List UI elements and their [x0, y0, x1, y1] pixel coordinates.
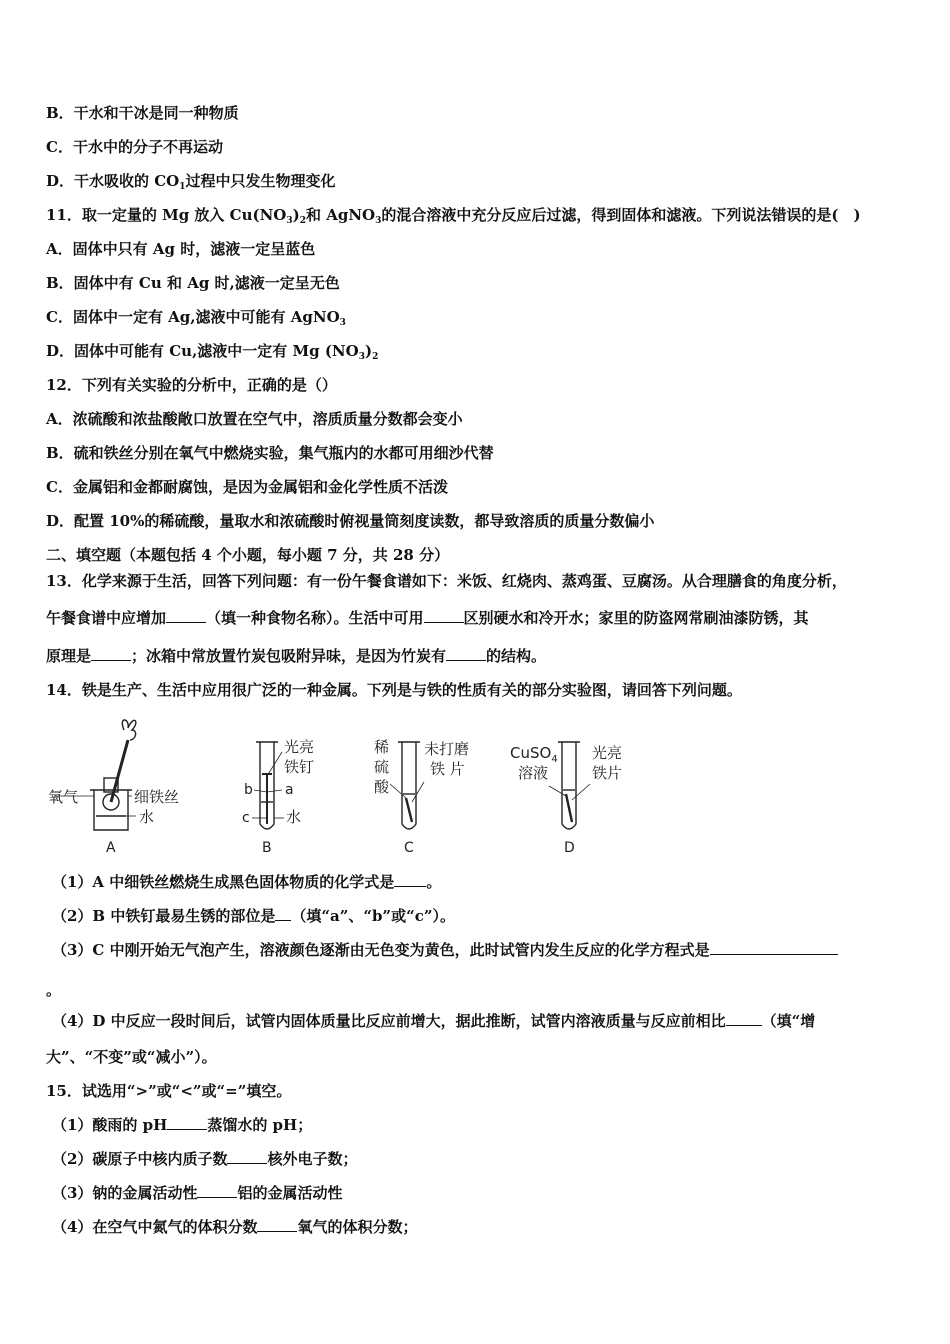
figure-b-b-label: b	[244, 782, 253, 798]
figure-a-label: A	[106, 840, 116, 856]
answer-blank[interactable]	[424, 608, 464, 623]
figure-c-sheet-label-2: 铁 片	[430, 760, 465, 778]
answer-blank[interactable]	[227, 1149, 267, 1164]
q11-stem: 11．取一定量的 Mg 放入 $Cu(NO_3)_2$和 AgNO$_3$的混合溶液中充分反应后过滤，得到固体和滤液。下列说法错误的是( )	[46, 206, 861, 226]
figure-b-nail-label-1: 光亮	[284, 738, 315, 756]
figure-c-sheet-label-1: 未打磨	[424, 740, 470, 758]
q14-part-3: （3）C 中刚开始无气泡产生，溶液颜色逐渐由无色变为黄色，此时试管内发生反应的化学方程式是	[52, 940, 838, 960]
q10-option-b: B．干水和干冰是同一种物质	[46, 104, 239, 122]
figure-c	[390, 742, 424, 829]
figure-a	[54, 720, 136, 830]
q12-option-d: D．配置 10%的稀硫酸，量取水和浓硫酸时俯视量筒刻度读数，都导致溶质的质量分数偏小	[46, 512, 655, 530]
figure-b-nail-label-2: 铁钉	[284, 758, 315, 776]
q15-stem: 15．试选用“>”或“<”或“=”填空。	[46, 1082, 292, 1100]
figure-b-c-label: c	[242, 810, 250, 826]
answer-blank[interactable]	[166, 608, 206, 623]
figure-d-sheet-label-2: 铁片	[592, 764, 623, 782]
figure-a-wire-label: 细铁丝	[134, 788, 180, 806]
q11-option-c: C．固体中一定有 Ag,滤液中可能有 AgNO$_3$	[46, 308, 346, 328]
figure-d-label: D	[564, 840, 575, 856]
figure-d-solution-label-2: 溶液	[518, 764, 549, 782]
q12-option-b: B．硫和铁丝分别在氧气中燃烧实验，集气瓶内的水都可用细沙代替	[46, 444, 494, 462]
figure-c-acid-label-1: 稀	[374, 738, 390, 756]
answer-blank[interactable]	[710, 940, 838, 955]
figure-b	[252, 742, 284, 829]
q14-stem: 14．铁是生产、生活中应用很广泛的一种金属。下列是与铁的性质有关的部分实验图，请回答下列问题。	[46, 681, 742, 699]
answer-blank[interactable]	[275, 906, 291, 921]
q11-option-d: D．固体中可能有 Cu,滤液中一定有 Mg $(NO_3)_2$	[46, 342, 379, 362]
figure-b-label: B	[262, 840, 272, 856]
q14-part-3-end: 。	[46, 981, 62, 999]
q15-part-2: （2）碳原子中核内质子数 核外电子数；	[52, 1150, 358, 1168]
answer-blank[interactable]	[197, 1183, 237, 1198]
figure-a-water-label: 水	[139, 808, 155, 826]
figure-d-sheet-label-1: 光亮	[592, 744, 623, 762]
figure-d-solution-label-1: CuSO$_4$	[510, 744, 558, 765]
figure-a-oxygen-label: 氧气	[48, 788, 79, 806]
figure-c-acid-label-2: 硫	[374, 758, 390, 776]
q13-line-1: 13．化学来源于生活，回答下列问题：有一份午餐食谱如下：米饭、红烧肉、蒸鸡蛋、豆腐汤。从合理膳食的角度分析，	[46, 572, 847, 590]
answer-blank[interactable]	[167, 1115, 207, 1130]
q15-part-3: （3）钠的金属活动性 铝的金属活动性	[52, 1184, 343, 1202]
q15-part-1: （1）酸雨的 pH 蒸馏水的 pH；	[52, 1116, 313, 1134]
q10-option-d: D．干水吸收的 $CO_1$过程中只发生物理变化	[46, 172, 336, 192]
q10-option-c: C．干水中的分子不再运动	[46, 138, 223, 156]
q14-part-4-cont: 大”、“不变”或“减小”）。	[46, 1048, 217, 1066]
answer-blank[interactable]	[726, 1011, 762, 1026]
answer-blank[interactable]	[394, 872, 426, 887]
q12-option-a: A．浓硫酸和浓盐酸敞口放置在空气中，溶质质量分数都会变小	[46, 410, 463, 428]
figure-b-a-label: a	[285, 782, 294, 798]
q14-part-4: （4）D 中反应一段时间后，试管内固体质量比反应前增大，据此推断，试管内溶液质量与反应前相比 （填“增	[52, 1012, 816, 1030]
answer-blank[interactable]	[91, 646, 131, 661]
q13-line-2: 午餐食谱中应增加 （填一种食物名称）。生活中可用 区别硬水和冷开水；家里的防盗网常刷油漆防锈，其	[46, 609, 809, 627]
q14-part-1: （1）A 中细铁丝燃烧生成黑色固体物质的化学式是 。	[52, 873, 442, 891]
q14-experiment-figure	[44, 712, 644, 862]
figure-c-acid-label-3: 酸	[374, 778, 390, 796]
q12-stem: 12．下列有关实验的分析中，正确的是（）	[46, 376, 337, 394]
q11-option-a: A．固体中只有 Ag 时，滤液一定呈蓝色	[46, 240, 316, 258]
q11-option-b: B．固体中有 Cu 和 Ag 时,滤液一定呈无色	[46, 274, 340, 292]
answer-blank[interactable]	[257, 1217, 297, 1232]
answer-blank[interactable]	[446, 646, 486, 661]
q12-option-c: C．金属铝和金都耐腐蚀，是因为金属铝和金化学性质不活泼	[46, 478, 448, 496]
figure-c-label: C	[404, 840, 414, 856]
q14-part-2: （2）B 中铁钉最易生锈的部位是 （填“a”、“b”或“c”）。	[52, 907, 455, 925]
q15-part-4: （4）在空气中氮气的体积分数 氧气的体积分数；	[52, 1218, 418, 1236]
q13-line-3: 原理是 ；冰箱中常放置竹炭包吸附异味，是因为竹炭有 的结构。	[46, 647, 547, 665]
section-heading: 二、填空题（本题包括 4 个小题，每小题 7 分，共 28 分）	[46, 546, 450, 564]
figure-b-water-label: 水	[286, 808, 302, 826]
